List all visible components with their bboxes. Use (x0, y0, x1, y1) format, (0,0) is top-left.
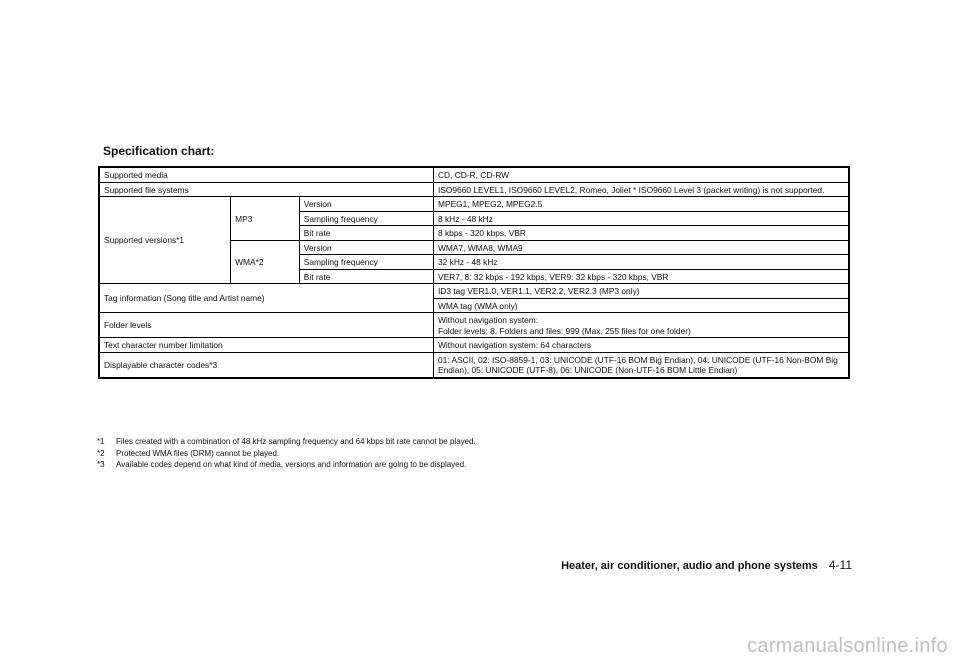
attr-label-wma-bitrate: Bit rate (299, 269, 433, 284)
table-row (99, 167, 849, 182)
attr-value-wma-version: WMA7, WMA8, WMA9 (434, 240, 850, 255)
attr-value-mp3-bitrate: 8 kbps - 320 kbps, VBR (434, 226, 850, 241)
attr-label-wma-sampling: Sampling frequency (299, 255, 433, 270)
row-label-supported-versions: Supported versions*1 (99, 197, 231, 284)
attr-label-wma-version: Version (299, 240, 433, 255)
row-label-file-systems: Supported file systems (99, 182, 434, 197)
row-value-file-systems: ISO9660 LEVEL1, ISO9660 LEVEL2, Romeo, Joliet * ISO9660 Level 3 (packet writing) is not supported. (434, 182, 850, 197)
footnote-text: Available codes depend on what kind of media, versions and information are going to be displayed. (116, 460, 467, 469)
table-row (99, 338, 849, 353)
table-row (99, 182, 849, 197)
footer-section-title: Heater, air conditioner, audio and phone systems (561, 560, 818, 572)
row-label-text-limit: Text character number limitation (99, 338, 434, 353)
row-label-folder-levels: Folder levels (99, 313, 434, 338)
row-label-tag-info: Tag information (Song title and Artist name) (99, 284, 434, 313)
footnote (97, 436, 857, 448)
footnotes (97, 436, 857, 471)
attr-value-wma-sampling: 32 kHz - 48 kHz (434, 255, 850, 270)
folder-levels-line-2: Folder levels: 8, Folders and files: 999 (Max. 255 files for one folder) (438, 325, 691, 336)
watermark: carmanualsonline.info (747, 635, 948, 657)
attr-value-mp3-version: MPEG1, MPEG2, MPEG2.5 (434, 197, 850, 212)
footnote-text: Protected WMA files (DRM) cannot be played. (116, 448, 280, 458)
row-value-char-codes: 01: ASCII, 02: ISO-8859-1, 03: UNICODE (UTF-16 BOM Big Endian), 04: UNICODE (UTF-16 Non-BOM Big Endian), 05: UNICODE (UTF-8), 06: UNICODE (Non-UTF-16 BOM Little Endian) (434, 352, 850, 378)
format-label-mp3: MP3 (231, 197, 300, 241)
table-row (99, 197, 849, 212)
page-heading: Specification chart: (103, 144, 215, 158)
row-value-tag-info-wma: WMA tag (WMA only) (434, 298, 850, 313)
folder-levels-line-1: Without navigation system: (438, 315, 539, 325)
footnote-mark: *1 (97, 437, 105, 446)
table-row (99, 313, 849, 338)
footnote-mark: *3 (97, 460, 105, 469)
page-number: 4-11 (828, 558, 852, 572)
row-value-text-limit: Without navigation system: 64 characters (434, 338, 850, 353)
row-value-supported-media: CD, CD-R, CD-RW (434, 167, 850, 182)
row-label-supported-media: Supported media (99, 167, 434, 182)
attr-label-mp3-sampling: Sampling frequency (299, 211, 433, 226)
attr-label-mp3-version: Version (299, 197, 433, 212)
attr-value-mp3-sampling: 8 kHz - 48 kHz (434, 211, 850, 226)
row-value-tag-info-id3: ID3 tag VER1.0, VER1.1, VER2.2, VER2.3 (MP3 only) (434, 284, 850, 299)
attr-label-mp3-bitrate: Bit rate (299, 226, 433, 241)
format-label-wma: WMA*2 (231, 240, 300, 284)
attr-value-wma-bitrate: VER7, 8: 32 kbps - 192 kbps, VER9: 32 kbps - 320 kbps, VBR (434, 269, 850, 284)
specification-table (98, 166, 850, 379)
footnote-text: Files created with a combination of 48 kHz sampling frequency and 64 kbps bit rate cannot be played. (116, 437, 476, 446)
footnote (97, 448, 857, 460)
row-label-char-codes: Displayable character codes*3 (99, 352, 434, 378)
table-row (99, 284, 849, 299)
row-value-folder-levels (434, 313, 850, 338)
table-row (99, 352, 849, 378)
page-footer (561, 558, 852, 572)
footnote-mark: *2 (97, 448, 105, 458)
footnote (97, 459, 857, 471)
